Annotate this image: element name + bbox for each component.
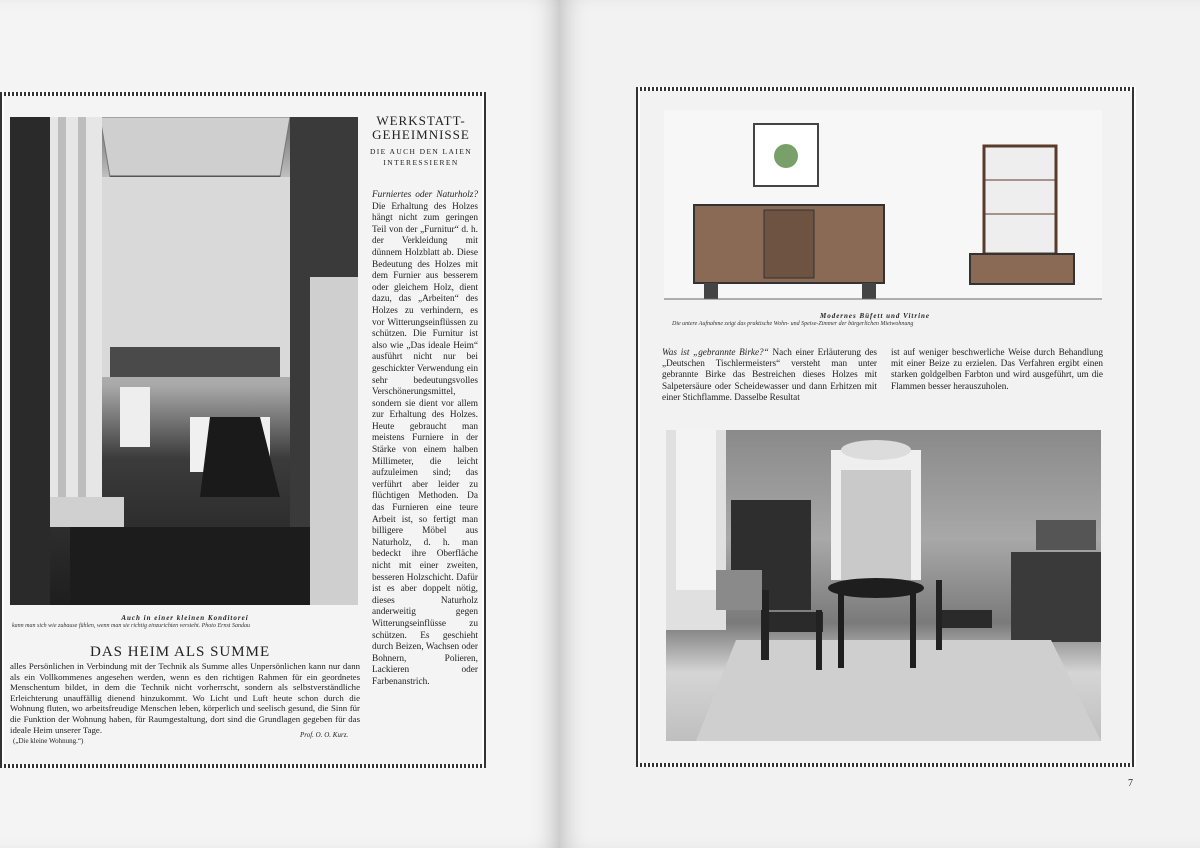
- birch-body-1: Nach einer Erläuterung des „Deutschen Tischlermeisters“ versteht man unter gebrannte Birke das Bestreichen dieses Holzes mit Salpetersäure oder Scheidewasser und dann Erhitzen mit einer Stichflamme. Dasselbe Resultat: [662, 347, 877, 402]
- article-author: Prof. O. O. Kurz.: [300, 731, 349, 739]
- sidebar-lead: Furniertes oder Naturholz?: [372, 190, 478, 200]
- drawing-caption-sub: Die untere Aufnahme zeigt das praktische Wohn- und Speise-Zimmer der bürgerlichen Mietwohnung: [672, 321, 914, 327]
- article-source: („Die kleine Wohnung.“): [13, 737, 84, 745]
- photo-caption-title: Auch in einer kleinen Konditorei: [121, 614, 249, 622]
- sidebar-body: Die Erhaltung des Holzes hängt nicht zum geringen Teil von der „Furnitur“ d. h. der Verkleidung mit dünnem Holzblatt ab. Diese Bedeutung des Holzes mit dem Furnier aus besserem oder gleichem Holz, dient dazu, das „Arbeiten“ des Holzes zu verhindern, es vor Witterungseinflüssen zu schützen. Die Furnitur ist also wie „Das ideale Heim“ ausführt nicht nur bei geschickter Verwendung ein sehr bedeutungsvolles Verschönerungsmittel, sondern sie dient vor allem zur Erhaltung des Holzes. Heute gebraucht man meistens Furniere in der Stärke von einem halben Millimeter, die leicht aufzuleimen sind; das verführt aber leider zu flüchtigen Methoden. Da das Furnieren eine teure Arbeit ist, so fertigt man billigere Möbel aus Naturholz, d. h. man bedeckt ihre Oberfläche nicht mit einer zweiten, besseren Holzschicht. Dafür ist es aber doppelt nötig, dieses Naturholz anderweitig gegen Witterungseinflüsse zu schützen. Es geschieht durch Beizen, Wachsen oder Bohnern, Polieren, Lackieren oder Farbenanstrich.: [372, 201, 478, 687]
- birch-lead: Was ist „gebrannte Birke?“: [662, 347, 769, 357]
- furniture-drawing: [664, 110, 1102, 300]
- article-heading: DAS HEIM ALS SUMME: [90, 644, 271, 660]
- sidebar-subtitle: DIE AUCH DEN LAIEN INTERESSIEREN: [369, 147, 473, 167]
- birch-text-col1: [662, 347, 877, 403]
- sidebar-title: WERKSTATT-GEHEIMNISSE: [372, 113, 470, 142]
- article-body: alles Persönlichen in Verbindung mit der Technik als Summe alles Unpersönlichen kann nur dann als ein Vollkommenes angesehen werden, wenn es den richtigen Rahmen für ein geordnetes Menschentum bildet, in dem die Technik nicht vorherrscht, sondern als selbstverständliche Erleichterung unauffällig dienend hinzukommt. Wo Licht und Luft heute schon durch die Wohnung fluten, wo arbeitsfreudige Menschen leben, körperlich und seelisch gesund, die Sinn für die Funktion der Wohnung haben, für Raumgestaltung, dort sind die Grundlagen gegeben für das ideale Heim unserer Tage.: [10, 661, 360, 735]
- konditorei-photo: [10, 117, 358, 605]
- dining-room-photo: [666, 430, 1101, 741]
- sidebar-article: [372, 190, 478, 689]
- page-number: 7: [1128, 778, 1133, 789]
- birch-text-col2: ist auf weniger beschwerliche Weise durch Behandlung mit einer Beize zu erzielen. Das Verfahren ergibt einen starken goldgelben Farbton und wird ausgeführt, um die Flammen besser herauszuholen.: [891, 347, 1103, 391]
- drawing-caption-title: Modernes Büfett und Vitrine: [819, 312, 931, 320]
- photo-caption-sub: kann man sich wie zubause fühlen, wenn man sie richtig einzurichten versteht. Photo Ernst Sandau: [12, 623, 250, 629]
